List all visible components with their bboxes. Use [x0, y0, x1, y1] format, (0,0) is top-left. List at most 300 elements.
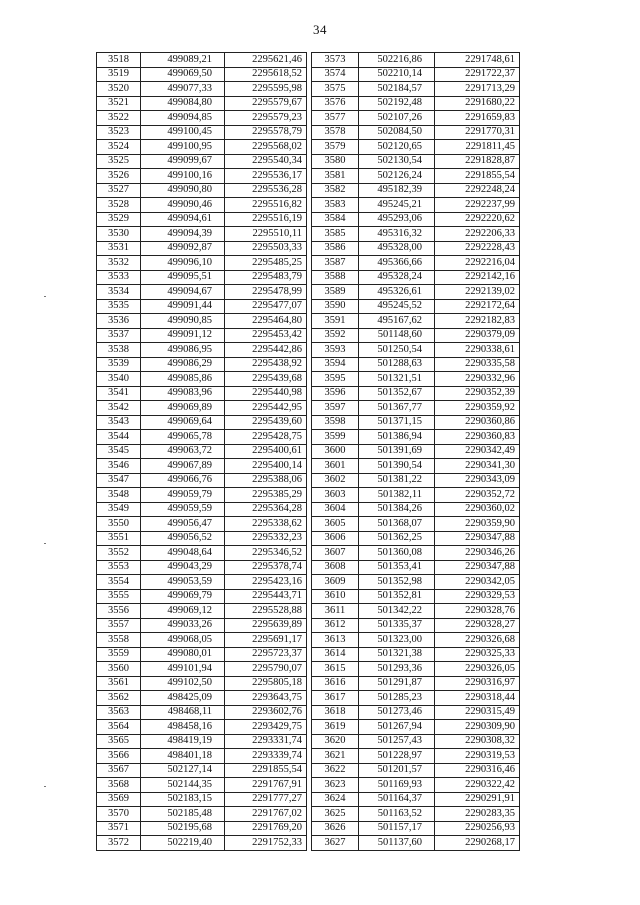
table-row	[312, 488, 520, 503]
y-coordinate-cell: 2295478,99	[225, 285, 307, 300]
point-number-cell: 3526	[97, 169, 141, 184]
table-row	[97, 517, 307, 532]
x-coordinate-cell: 502216,86	[359, 53, 435, 68]
table-row	[312, 604, 520, 619]
table-row	[312, 198, 520, 213]
x-coordinate-cell: 498458,16	[141, 720, 225, 735]
table-row	[312, 763, 520, 778]
point-number-cell: 3601	[312, 459, 359, 474]
point-number-cell: 3583	[312, 198, 359, 213]
table-row	[312, 256, 520, 271]
y-coordinate-cell: 2295516,19	[225, 212, 307, 227]
point-number-cell: 3609	[312, 575, 359, 590]
x-coordinate-cell: 499059,59	[141, 502, 225, 517]
point-number-cell: 3572	[97, 836, 141, 851]
y-coordinate-cell: 2292220,62	[435, 212, 520, 227]
point-number-cell: 3605	[312, 517, 359, 532]
table-row	[97, 604, 307, 619]
point-number-cell: 3602	[312, 473, 359, 488]
point-number-cell: 3621	[312, 749, 359, 764]
y-coordinate-cell: 2290360,02	[435, 502, 520, 517]
x-coordinate-cell: 502127,14	[141, 763, 225, 778]
point-number-cell: 3596	[312, 386, 359, 401]
table-row	[312, 705, 520, 720]
x-coordinate-cell: 501371,15	[359, 415, 435, 430]
y-coordinate-cell: 2295790,07	[225, 662, 307, 677]
x-coordinate-cell: 499090,46	[141, 198, 225, 213]
y-coordinate-cell: 2295423,16	[225, 575, 307, 590]
point-number-cell: 3588	[312, 270, 359, 285]
point-number-cell: 3625	[312, 807, 359, 822]
y-coordinate-cell: 2290318,44	[435, 691, 520, 706]
table-row	[97, 401, 307, 416]
table-row	[97, 575, 307, 590]
point-number-cell: 3548	[97, 488, 141, 503]
y-coordinate-cell: 2295346,52	[225, 546, 307, 561]
point-number-cell: 3543	[97, 415, 141, 430]
y-coordinate-cell: 2291767,91	[225, 778, 307, 793]
x-coordinate-cell: 502192,48	[359, 96, 435, 111]
y-coordinate-cell: 2295485,25	[225, 256, 307, 271]
x-coordinate-cell: 501352,98	[359, 575, 435, 590]
x-coordinate-cell: 501353,41	[359, 560, 435, 575]
point-number-cell: 3569	[97, 792, 141, 807]
x-coordinate-cell: 502120,65	[359, 140, 435, 155]
y-coordinate-cell: 2290343,09	[435, 473, 520, 488]
x-coordinate-cell: 499094,61	[141, 212, 225, 227]
point-number-cell: 3573	[312, 53, 359, 68]
y-coordinate-cell: 2291752,33	[225, 836, 307, 851]
table-row	[97, 662, 307, 677]
x-coordinate-cell: 499101,94	[141, 662, 225, 677]
point-number-cell: 3595	[312, 372, 359, 387]
y-coordinate-cell: 2295540,34	[225, 154, 307, 169]
table-row	[97, 212, 307, 227]
y-coordinate-cell: 2295510,11	[225, 227, 307, 242]
table-row	[312, 401, 520, 416]
point-number-cell: 3546	[97, 459, 141, 474]
y-coordinate-cell: 2295364,28	[225, 502, 307, 517]
point-number-cell: 3539	[97, 357, 141, 372]
point-number-cell: 3536	[97, 314, 141, 329]
point-number-cell: 3568	[97, 778, 141, 793]
table-row	[312, 212, 520, 227]
table-row	[97, 169, 307, 184]
x-coordinate-cell: 499085,86	[141, 372, 225, 387]
x-coordinate-cell: 501137,60	[359, 836, 435, 851]
y-coordinate-cell: 2293429,75	[225, 720, 307, 735]
table-row	[97, 82, 307, 97]
x-coordinate-cell: 495316,32	[359, 227, 435, 242]
y-coordinate-cell: 2291767,02	[225, 807, 307, 822]
x-coordinate-cell: 499069,12	[141, 604, 225, 619]
table-row	[97, 154, 307, 169]
point-number-cell: 3614	[312, 647, 359, 662]
table-row	[97, 227, 307, 242]
table-row	[312, 96, 520, 111]
y-coordinate-cell: 2292216,04	[435, 256, 520, 271]
x-coordinate-cell: 499089,21	[141, 53, 225, 68]
x-coordinate-cell: 499056,52	[141, 531, 225, 546]
table-row	[97, 488, 307, 503]
table-row	[97, 502, 307, 517]
x-coordinate-cell: 501352,81	[359, 589, 435, 604]
x-coordinate-cell: 495328,00	[359, 241, 435, 256]
point-number-cell: 3534	[97, 285, 141, 300]
x-coordinate-cell: 499053,59	[141, 575, 225, 590]
coordinates-table-left	[96, 52, 307, 851]
table-row	[97, 314, 307, 329]
point-number-cell: 3586	[312, 241, 359, 256]
x-coordinate-cell: 501368,07	[359, 517, 435, 532]
table-row	[312, 154, 520, 169]
x-coordinate-cell: 499066,76	[141, 473, 225, 488]
x-coordinate-cell: 498401,18	[141, 749, 225, 764]
x-coordinate-cell: 499067,89	[141, 459, 225, 474]
y-coordinate-cell: 2290325,33	[435, 647, 520, 662]
point-number-cell: 3553	[97, 560, 141, 575]
x-coordinate-cell: 499069,50	[141, 67, 225, 82]
x-coordinate-cell: 501321,38	[359, 647, 435, 662]
y-coordinate-cell: 2290332,96	[435, 372, 520, 387]
table-row	[312, 459, 520, 474]
point-number-cell: 3616	[312, 676, 359, 691]
y-coordinate-cell: 2290322,42	[435, 778, 520, 793]
y-coordinate-cell: 2295568,02	[225, 140, 307, 155]
point-number-cell: 3559	[97, 647, 141, 662]
y-coordinate-cell: 2295439,60	[225, 415, 307, 430]
point-number-cell: 3619	[312, 720, 359, 735]
x-coordinate-cell: 499102,50	[141, 676, 225, 691]
table-row	[312, 618, 520, 633]
point-number-cell: 3594	[312, 357, 359, 372]
point-number-cell: 3540	[97, 372, 141, 387]
table-row	[312, 125, 520, 140]
table-row	[312, 53, 520, 68]
y-coordinate-cell: 2290316,46	[435, 763, 520, 778]
table-row	[97, 792, 307, 807]
point-number-cell: 3615	[312, 662, 359, 677]
y-coordinate-cell: 2295385,29	[225, 488, 307, 503]
y-coordinate-cell: 2295536,28	[225, 183, 307, 198]
table-row	[97, 531, 307, 546]
point-number-cell: 3591	[312, 314, 359, 329]
table-row	[97, 473, 307, 488]
x-coordinate-cell: 502210,14	[359, 67, 435, 82]
y-coordinate-cell: 2292142,16	[435, 270, 520, 285]
x-coordinate-cell: 502126,24	[359, 169, 435, 184]
y-coordinate-cell: 2295503,33	[225, 241, 307, 256]
table-row	[312, 502, 520, 517]
y-coordinate-cell: 2293339,74	[225, 749, 307, 764]
coordinates-table-right	[311, 52, 520, 851]
x-coordinate-cell: 495293,06	[359, 212, 435, 227]
table-row	[312, 444, 520, 459]
table-row	[312, 299, 520, 314]
table-row	[312, 749, 520, 764]
table-row	[312, 430, 520, 445]
x-coordinate-cell: 495167,62	[359, 314, 435, 329]
x-coordinate-cell: 502084,50	[359, 125, 435, 140]
point-number-cell: 3613	[312, 633, 359, 648]
y-coordinate-cell: 2290342,05	[435, 575, 520, 590]
y-coordinate-cell: 2292182,83	[435, 314, 520, 329]
point-number-cell: 3567	[97, 763, 141, 778]
y-coordinate-cell: 2291770,31	[435, 125, 520, 140]
point-number-cell: 3610	[312, 589, 359, 604]
x-coordinate-cell: 499094,39	[141, 227, 225, 242]
x-coordinate-cell: 498468,11	[141, 705, 225, 720]
point-number-cell: 3587	[312, 256, 359, 271]
point-number-cell: 3612	[312, 618, 359, 633]
table-row	[312, 111, 520, 126]
point-number-cell: 3597	[312, 401, 359, 416]
table-row	[97, 459, 307, 474]
table-row	[312, 647, 520, 662]
y-coordinate-cell: 2295621,46	[225, 53, 307, 68]
x-coordinate-cell: 499094,67	[141, 285, 225, 300]
x-coordinate-cell: 499091,12	[141, 328, 225, 343]
point-number-cell: 3578	[312, 125, 359, 140]
x-coordinate-cell: 501169,93	[359, 778, 435, 793]
y-coordinate-cell: 2290329,53	[435, 589, 520, 604]
y-coordinate-cell: 2295442,86	[225, 343, 307, 358]
x-coordinate-cell: 499100,16	[141, 169, 225, 184]
point-number-cell: 3530	[97, 227, 141, 242]
y-coordinate-cell: 2295338,62	[225, 517, 307, 532]
point-number-cell: 3519	[97, 67, 141, 82]
point-number-cell: 3528	[97, 198, 141, 213]
point-number-cell: 3537	[97, 328, 141, 343]
y-coordinate-cell: 2295595,98	[225, 82, 307, 97]
x-coordinate-cell: 502183,15	[141, 792, 225, 807]
table-row	[97, 415, 307, 430]
point-number-cell: 3608	[312, 560, 359, 575]
y-coordinate-cell: 2293331,74	[225, 734, 307, 749]
x-coordinate-cell: 501342,22	[359, 604, 435, 619]
table-row	[312, 227, 520, 242]
x-coordinate-cell: 501288,63	[359, 357, 435, 372]
scan-speck	[44, 296, 46, 297]
point-number-cell: 3563	[97, 705, 141, 720]
table-row	[312, 807, 520, 822]
table-row	[312, 415, 520, 430]
table-row	[312, 386, 520, 401]
table-row	[312, 531, 520, 546]
point-number-cell: 3607	[312, 546, 359, 561]
point-number-cell: 3529	[97, 212, 141, 227]
point-number-cell: 3617	[312, 691, 359, 706]
table-row	[97, 734, 307, 749]
y-coordinate-cell: 2290359,90	[435, 517, 520, 532]
y-coordinate-cell: 2293602,76	[225, 705, 307, 720]
point-number-cell: 3585	[312, 227, 359, 242]
y-coordinate-cell: 2290347,88	[435, 560, 520, 575]
point-number-cell: 3525	[97, 154, 141, 169]
point-number-cell: 3575	[312, 82, 359, 97]
table-row	[312, 372, 520, 387]
table-row	[312, 82, 520, 97]
x-coordinate-cell: 499099,67	[141, 154, 225, 169]
y-coordinate-cell: 2295388,06	[225, 473, 307, 488]
point-number-cell: 3600	[312, 444, 359, 459]
y-coordinate-cell: 2290326,68	[435, 633, 520, 648]
x-coordinate-cell: 501257,43	[359, 734, 435, 749]
table-row	[97, 285, 307, 300]
x-coordinate-cell: 501293,36	[359, 662, 435, 677]
point-number-cell: 3574	[312, 67, 359, 82]
table-row	[312, 575, 520, 590]
point-number-cell: 3576	[312, 96, 359, 111]
x-coordinate-cell: 501384,26	[359, 502, 435, 517]
table-row	[97, 778, 307, 793]
x-coordinate-cell: 501285,23	[359, 691, 435, 706]
table-row	[97, 299, 307, 314]
table-row	[97, 357, 307, 372]
table-row	[97, 560, 307, 575]
y-coordinate-cell: 2290315,49	[435, 705, 520, 720]
x-coordinate-cell: 499095,51	[141, 270, 225, 285]
x-coordinate-cell: 495366,66	[359, 256, 435, 271]
table-row	[312, 720, 520, 735]
table-row	[97, 546, 307, 561]
x-coordinate-cell: 502107,26	[359, 111, 435, 126]
table-row	[312, 270, 520, 285]
y-coordinate-cell: 2291855,54	[435, 169, 520, 184]
x-coordinate-cell: 495245,21	[359, 198, 435, 213]
point-number-cell: 3582	[312, 183, 359, 198]
point-number-cell: 3590	[312, 299, 359, 314]
y-coordinate-cell: 2290308,32	[435, 734, 520, 749]
x-coordinate-cell: 499069,89	[141, 401, 225, 416]
table-row	[97, 618, 307, 633]
point-number-cell: 3604	[312, 502, 359, 517]
x-coordinate-cell: 499100,45	[141, 125, 225, 140]
y-coordinate-cell: 2290352,39	[435, 386, 520, 401]
y-coordinate-cell: 2291811,45	[435, 140, 520, 155]
table-row	[97, 53, 307, 68]
x-coordinate-cell: 498419,19	[141, 734, 225, 749]
point-number-cell: 3620	[312, 734, 359, 749]
point-number-cell: 3524	[97, 140, 141, 155]
point-number-cell: 3522	[97, 111, 141, 126]
point-number-cell: 3550	[97, 517, 141, 532]
table-row	[97, 241, 307, 256]
table-row	[97, 430, 307, 445]
y-coordinate-cell: 2290283,35	[435, 807, 520, 822]
x-coordinate-cell: 501352,67	[359, 386, 435, 401]
point-number-cell: 3547	[97, 473, 141, 488]
point-number-cell: 3560	[97, 662, 141, 677]
scan-speck	[44, 786, 46, 787]
x-coordinate-cell: 499086,29	[141, 357, 225, 372]
x-coordinate-cell: 501250,54	[359, 343, 435, 358]
table-row	[97, 589, 307, 604]
table-row	[97, 647, 307, 662]
y-coordinate-cell: 2295442,95	[225, 401, 307, 416]
scan-speck	[44, 543, 46, 544]
y-coordinate-cell: 2291659,83	[435, 111, 520, 126]
y-coordinate-cell: 2295528,88	[225, 604, 307, 619]
table-row	[97, 372, 307, 387]
y-coordinate-cell: 2295483,79	[225, 270, 307, 285]
y-coordinate-cell: 2292248,24	[435, 183, 520, 198]
point-number-cell: 3561	[97, 676, 141, 691]
table-row	[97, 125, 307, 140]
y-coordinate-cell: 2290379,09	[435, 328, 520, 343]
point-number-cell: 3542	[97, 401, 141, 416]
y-coordinate-cell: 2295428,75	[225, 430, 307, 445]
x-coordinate-cell: 499090,80	[141, 183, 225, 198]
x-coordinate-cell: 501335,37	[359, 618, 435, 633]
point-number-cell: 3545	[97, 444, 141, 459]
x-coordinate-cell: 501382,11	[359, 488, 435, 503]
y-coordinate-cell: 2292206,33	[435, 227, 520, 242]
y-coordinate-cell: 2295516,82	[225, 198, 307, 213]
y-coordinate-cell: 2290360,86	[435, 415, 520, 430]
point-number-cell: 3520	[97, 82, 141, 97]
table-row	[312, 357, 520, 372]
table-row	[97, 183, 307, 198]
y-coordinate-cell: 2292139,02	[435, 285, 520, 300]
y-coordinate-cell: 2290342,49	[435, 444, 520, 459]
table-row	[312, 328, 520, 343]
y-coordinate-cell: 2295400,61	[225, 444, 307, 459]
y-coordinate-cell: 2290335,58	[435, 357, 520, 372]
point-number-cell: 3570	[97, 807, 141, 822]
y-coordinate-cell: 2290352,72	[435, 488, 520, 503]
point-number-cell: 3584	[312, 212, 359, 227]
point-number-cell: 3556	[97, 604, 141, 619]
point-number-cell: 3564	[97, 720, 141, 735]
point-number-cell: 3577	[312, 111, 359, 126]
table-row	[97, 328, 307, 343]
point-number-cell: 3554	[97, 575, 141, 590]
y-coordinate-cell: 2295440,98	[225, 386, 307, 401]
point-number-cell: 3558	[97, 633, 141, 648]
point-number-cell: 3571	[97, 821, 141, 836]
table-row	[312, 676, 520, 691]
x-coordinate-cell: 499048,64	[141, 546, 225, 561]
point-number-cell: 3557	[97, 618, 141, 633]
x-coordinate-cell: 499063,72	[141, 444, 225, 459]
y-coordinate-cell: 2290326,05	[435, 662, 520, 677]
point-number-cell: 3531	[97, 241, 141, 256]
y-coordinate-cell: 2291777,27	[225, 792, 307, 807]
x-coordinate-cell: 499077,33	[141, 82, 225, 97]
table-row	[312, 778, 520, 793]
y-coordinate-cell: 2290268,17	[435, 836, 520, 851]
x-coordinate-cell: 501148,60	[359, 328, 435, 343]
y-coordinate-cell: 2295443,71	[225, 589, 307, 604]
x-coordinate-cell: 499065,78	[141, 430, 225, 445]
x-coordinate-cell: 499083,96	[141, 386, 225, 401]
table-row	[312, 836, 520, 851]
y-coordinate-cell: 2295464,80	[225, 314, 307, 329]
x-coordinate-cell: 502185,48	[141, 807, 225, 822]
y-coordinate-cell: 2295579,23	[225, 111, 307, 126]
x-coordinate-cell: 501267,94	[359, 720, 435, 735]
y-coordinate-cell: 2291855,54	[225, 763, 307, 778]
y-coordinate-cell: 2295691,17	[225, 633, 307, 648]
x-coordinate-cell: 501201,57	[359, 763, 435, 778]
table-row	[97, 807, 307, 822]
x-coordinate-cell: 501164,37	[359, 792, 435, 807]
x-coordinate-cell: 499068,05	[141, 633, 225, 648]
y-coordinate-cell: 2295332,23	[225, 531, 307, 546]
y-coordinate-cell: 2295439,68	[225, 372, 307, 387]
point-number-cell: 3532	[97, 256, 141, 271]
